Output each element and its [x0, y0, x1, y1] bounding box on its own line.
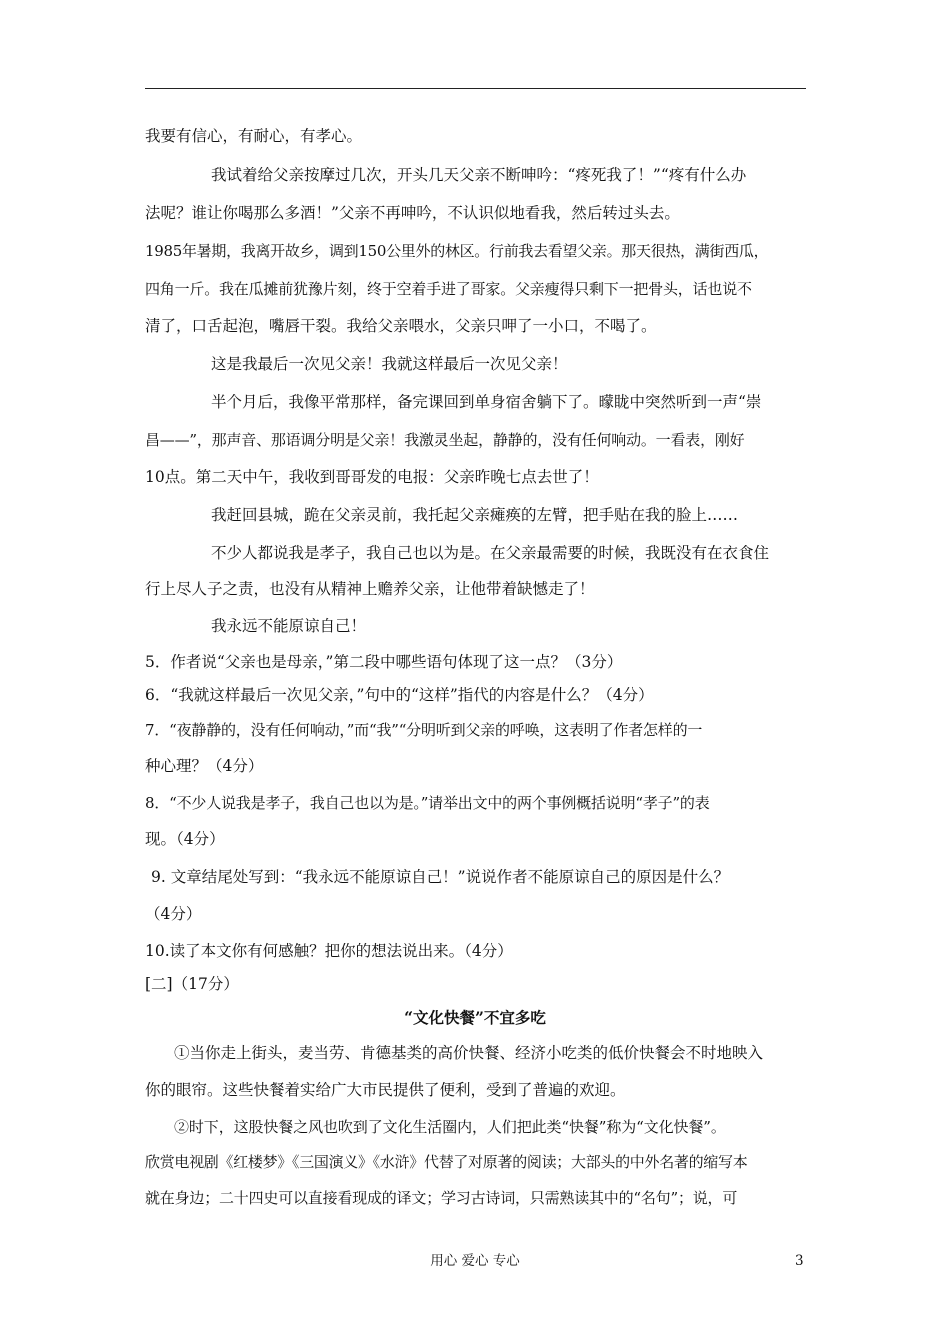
footer-slogan: 用心 爱心 专心 [430, 1253, 520, 1269]
text-line: 我永远不能原谅自己！ [211, 617, 367, 635]
question-7-cont: 种心理？（4分） [145, 757, 264, 775]
question-7: 7．“夜静静的，没有任何响动，”而“我”“分明听到父亲的呼唤，这表明了作者怎样的一 [145, 721, 703, 739]
question-10: 10.读了本文你有何感触？把你的想法说出来。（4分） [145, 942, 513, 960]
text-line: 不少人都说我是孝子，我自己也以为是。在父亲最需要的时候，我既没有在衣食住 [211, 544, 770, 562]
paragraph-2-cont: 就在身边；二十四史可以直接看现成的译文；学习古诗词，只需熟读其中的“名句”；说，可 [145, 1189, 738, 1207]
text-line: 1985年暑期，我离开故乡，调到150公里外的林区。行前我去看望父亲。那天很热，满街西瓜， [145, 242, 769, 260]
section-heading: [二]（17分） [145, 975, 239, 993]
paragraph-2-cont: 欣赏电视剧《红楼梦》《三国演义》《水浒》代替了对原著的阅读；大部头的中外名著的缩写本 [145, 1153, 748, 1171]
question-9-cont: （4分） [145, 905, 202, 923]
header-rule [145, 88, 806, 89]
page-number: 3 [795, 1253, 804, 1269]
paragraph-1-cont: 你的眼帘。这些快餐着实给广大市民提供了便利，受到了普遍的欢迎。 [145, 1081, 626, 1099]
text-line: 昌——”，那声音、那语调分明是父亲！我激灵坐起，静静的，没有任何响动。一看表，刚好 [145, 431, 745, 449]
text-line: 半个月后，我像平常那样，备完课回到单身宿舍躺下了。曚眬中突然听到一声“崇 [211, 393, 762, 411]
text-line: 10点。第二天中午，我收到哥哥发的电报：父亲昨晚七点去世了！ [145, 468, 599, 486]
text-line: 四角一斤。我在瓜摊前犹豫片刻，终于空着手进了哥家。父亲瘦得只剩下一把骨头，话也说不 [145, 280, 752, 298]
question-8: 8．“不少人说我是孝子，我自己也以为是。”请举出文中的两个事例概括说明“孝子”的表 [145, 794, 710, 812]
text-line: 法呢？谁让你喝那么多酒！”父亲不再呻吟，不认识似地看我，然后转过头去。 [145, 204, 680, 222]
paragraph-2: ②时下，这股快餐之风也吹到了文化生活圈内，人们把此类“快餐”称为“文化快餐”。 [174, 1118, 726, 1136]
text-line: 这是我最后一次见父亲！我就这样最后一次见父亲！ [211, 355, 568, 373]
question-5: 5．作者说“父亲也是母亲，”第二段中哪些语句体现了这一点？（3分） [145, 653, 623, 671]
text-line: 我试着给父亲按摩过几次，开头几天父亲不断呻吟：“疼死我了！”“疼有什么办 [211, 166, 747, 184]
text-line: 清了，口舌起泡，嘴唇干裂。我给父亲喂水，父亲只呷了一小口，不喝了。 [145, 317, 657, 335]
text-line: 我赶回县城，跪在父亲灵前，我托起父亲瘫痪的左臂，把手贴在我的脸上…… [211, 506, 739, 524]
question-6: 6．“我就这样最后一次见父亲，”句中的“这样”指代的内容是什么？（4分） [145, 686, 654, 704]
question-9: 9. 文章结尾处写到：“我永远不能原谅自己！”说说作者不能原谅自己的原因是什么？ [151, 868, 730, 886]
text-line: 我要有信心，有耐心，有孝心。 [145, 127, 363, 145]
paragraph-1: ①当你走上街头，麦当劳、肯德基类的高价快餐、经济小吃类的低价快餐会不时地映入 [174, 1044, 764, 1062]
article-title: “文化快餐”不宜多吃 [404, 1008, 546, 1027]
text-line: 行上尽人子之责，也没有从精神上赡养父亲，让他带着缺憾走了！ [145, 580, 595, 598]
question-8-cont: 现。（4分） [145, 830, 225, 848]
